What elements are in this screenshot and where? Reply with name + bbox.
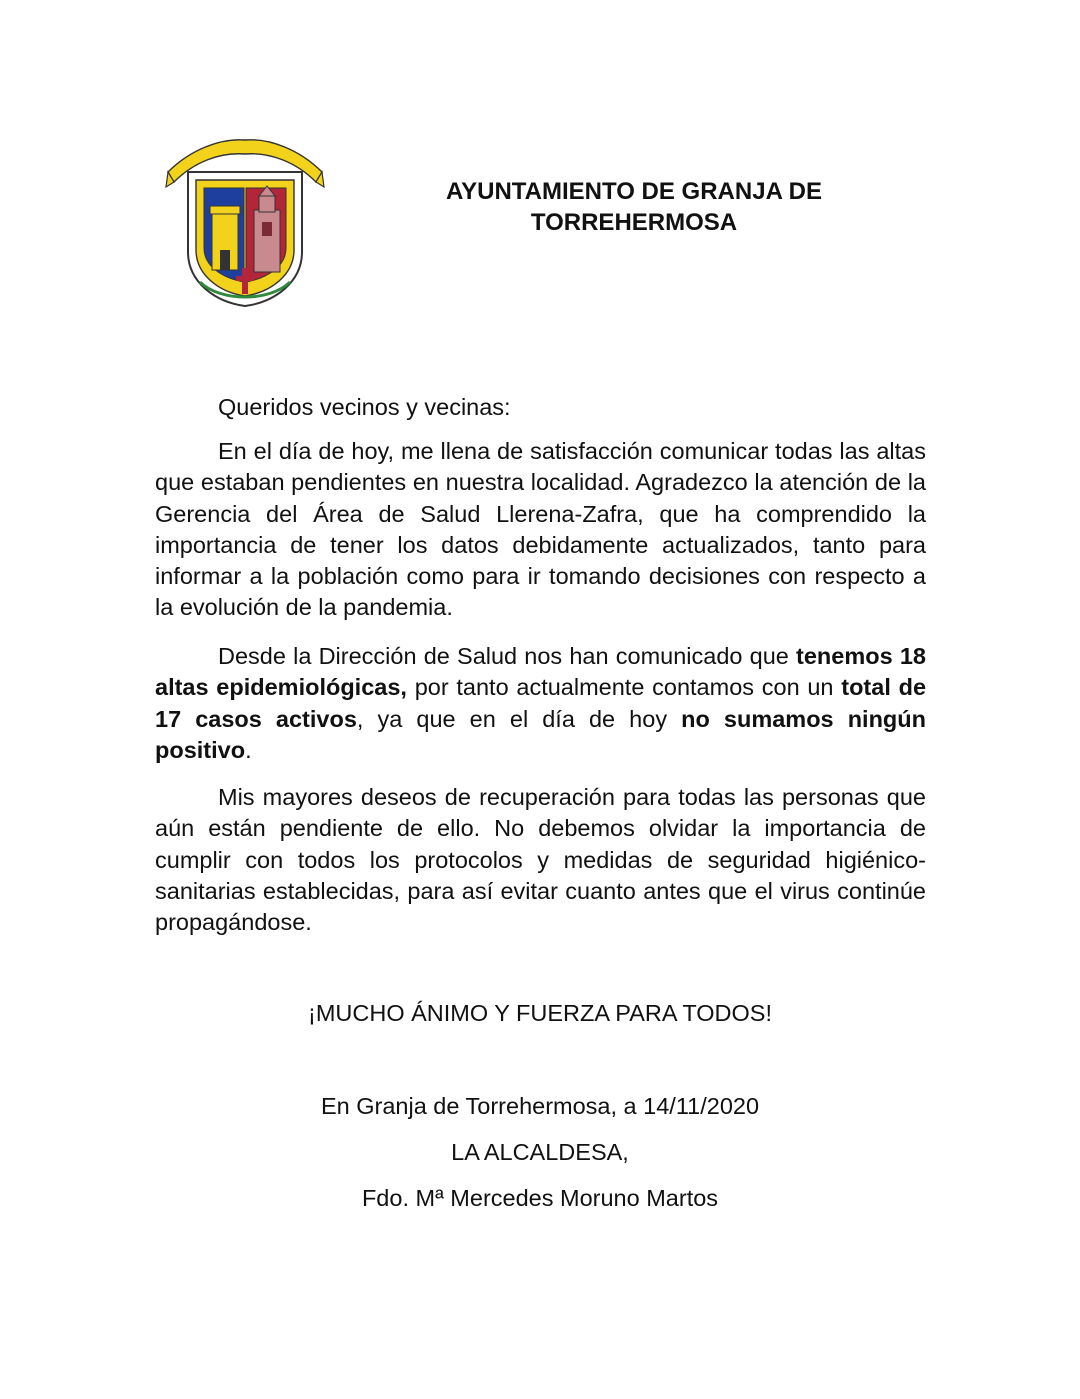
paragraph-2-bold-1: tenemos 18 altas epidemiológicas, [155,643,926,701]
paragraph-3: Mis mayores deseos de recuperación para todas las personas que aún están pendiente de ello. No debemos olvidar la importancia de cumplir con todos los protocolos y medidas de seguridad higiénico-sanitarias establecidas, para así evitar cuanto antes que el virus continúe propagándose. [155,784,926,936]
signer-role: LA ALCALDESA, [451,1139,629,1165]
paragraph-2-text-1: Desde la Dirección de Salud nos han comunicado que [218,643,797,669]
paragraph-2-text-4: . [245,736,252,763]
closing-cheer: ¡MUCHO ÁNIMO Y FUERZA PARA TODOS! [308,1000,772,1026]
paragraph-1: En el día de hoy, me llena de satisfacción comunicar todas las altas que estaban pendientes en nuestra localidad. Agradezco la atención de la Gerencia del Área de Salud Llerena-Zafra, que ha comprendido la importancia de tener los datos debidamente actualizados, tanto para informar a la población como para ir tomando decisiones con respecto a la evolución de la pandemia. [155,438,926,621]
paragraph-2-text-2: por tanto actualmente contamos con un [406,674,842,701]
title-line-1: AYUNTAMIENTO DE GRANJA DE [445,178,823,205]
title-line-2: TORREHERMOSA [530,209,738,236]
paragraph-2-text-3: , ya que en el día de hoy [356,705,682,732]
paragraph-2-bold-2: total de 17 casos activos [155,674,927,732]
municipal-coat-of-arms-icon [160,132,330,312]
signature: Fdo. Mª Mercedes Moruno Martos [361,1185,719,1211]
salutation: Queridos vecinos y vecinas: [218,394,511,420]
paragraph-2-bold-3: no sumamos ningún positivo [155,705,926,763]
place-date: En Granja de Torrehermosa, a 14/11/2020 [320,1093,760,1119]
page-title [410,176,858,238]
paragraph-2 [155,641,926,766]
